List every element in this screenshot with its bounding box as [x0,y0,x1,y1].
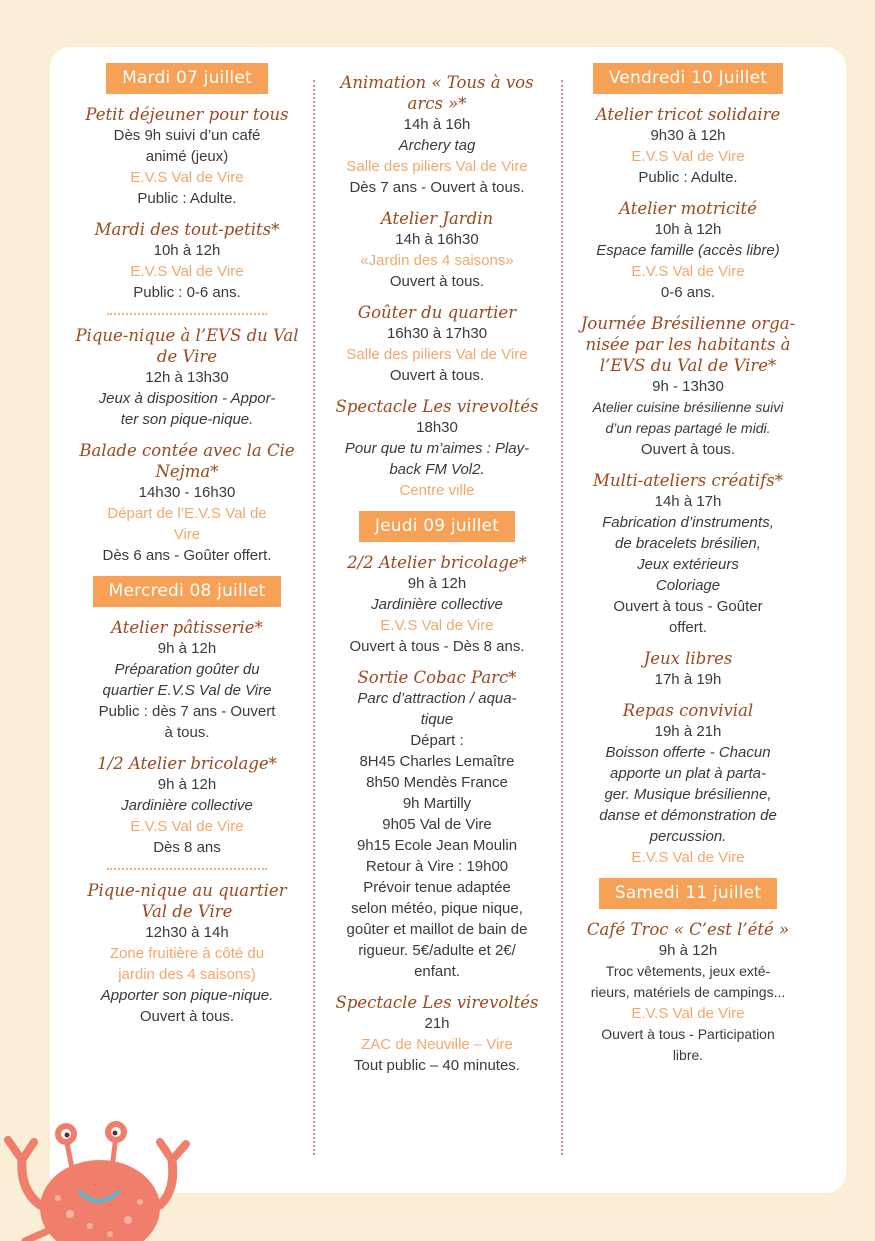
event-jeux-libres [574,648,802,690]
event-detail: Fabrication d’instruments, [602,514,774,531]
event-detail: de bracelets brésilien, [615,535,761,552]
event-detail: 8h50 Mendès France [366,774,508,791]
day-header: Jeudi 09 juillet [359,511,515,542]
event-detail: 9h15 Ecole Jean Moulin [356,837,518,854]
event-detail: Retour à Vire : 19h00 [365,858,509,875]
event-detail: apporte un plat à parta- [610,765,766,782]
event-detail: Jardinière collective [121,797,253,814]
event-detail: 12h30 à 14h [145,924,229,941]
column-2 [323,68,551,1086]
event-title: Goûter du quartier [357,303,517,322]
event-balade-contee-avec-la-cie-nejma [75,440,299,566]
event-2-2-atelier-bricolage [323,552,551,657]
event-title: Journée Brésilienne orga-nisée par les habitants à l’EVS du Val de Vire* [580,314,796,375]
event-detail: Salle des piliers Val de Vire [346,158,528,175]
event-detail: Ouvert à tous. [640,441,736,458]
day-header-wrap [574,63,802,100]
event-detail: 9h05 Val de Vire [382,816,492,833]
event-detail: E.V.S Val de Vire [130,818,244,835]
event-title: Atelier pâtisserie* [111,618,263,637]
event-mardi-des-tout-petits [75,219,299,303]
event-spectacle-les-virevoltes [323,992,551,1076]
day-header: Mercredi 08 juillet [93,576,282,607]
event-pique-nique-a-l-evs-du-val-de-vire [75,325,299,430]
event-detail: ZAC de Neuville – Vire [361,1036,513,1053]
event-detail: libre. [672,1047,704,1063]
dotted-divider [107,313,267,315]
event-detail: 9h30 à 12h [650,127,726,144]
event-detail: 16h30 à 17h30 [386,325,488,342]
event-repas-convivial [574,700,802,868]
event-detail: 14h à 17h [654,493,722,510]
event-title: Sortie Cobac Parc* [357,668,517,687]
event-detail: Dès 7 ans - Ouvert à tous. [349,179,525,196]
event-detail: Ouvert à tous. [389,367,485,384]
event-detail: Boisson offerte - Chacun [605,744,771,761]
event-animation-tous-a-vos-arcs [323,72,551,198]
event-detail: 12h à 13h30 [145,369,229,386]
event-detail: Préparation goûter du [114,661,260,678]
event-detail: «Jardin des 4 saisons» [360,252,514,269]
event-journee-bresilienne-orga-nisee-par-les-h [574,313,802,460]
event-detail: Départ : [410,732,464,749]
event-detail: E.V.S Val de Vire [631,148,745,165]
event-detail: percussion. [649,828,727,845]
event-detail: 21h [424,1015,450,1032]
day-header-wrap [574,878,802,915]
event-detail: 9h à 12h [407,575,467,592]
event-detail: Ouvert à tous. [139,1008,235,1025]
event-detail: selon météo, pique nique, [351,900,523,917]
event-detail: rieurs, matériels de campings... [590,984,786,1000]
event-detail: Apporter son pique-nique. [100,987,274,1004]
event-detail: Ouvert à tous - Dès 8 ans. [349,638,525,655]
event-detail: Centre ville [399,482,475,499]
event-detail: 9h - 13h30 [652,378,724,395]
event-detail: d’un repas partagé le midi. [605,420,771,436]
event-petit-dejeuner-pour-tous [75,104,299,209]
event-detail: 9h Martilly [402,795,472,812]
event-detail: 17h à 19h [654,671,722,688]
event-title: Balade contée avec la Cie Nejma* [79,441,295,481]
event-detail: 0-6 ans. [660,284,716,301]
event-detail: 9h à 12h [157,640,217,657]
event-detail: Public : Adulte. [137,190,237,207]
event-detail: Jardinière collective [371,596,503,613]
column-1 [75,63,299,1037]
event-title: Jeux libres [643,649,733,668]
column-divider [313,80,315,1155]
event-detail: 14h à 16h [403,116,471,133]
event-detail: 9h à 12h [157,776,217,793]
event-detail: jardin des 4 saisons) [118,966,256,983]
event-detail: 8H45 Charles Lemaître [359,753,515,770]
event-detail: Pour que tu m’aimes : Play- [344,440,530,457]
event-title: Mardi des tout-petits* [94,220,280,239]
event-detail: E.V.S Val de Vire [631,1005,745,1022]
event-detail: Ouvert à tous - Goûter [613,598,763,615]
event-title: Café Troc « C’est l’été » [586,920,790,939]
event-detail: back FM Vol2. [389,461,485,478]
day-header-wrap [75,63,299,100]
event-detail: offert. [668,619,708,636]
event-title: Repas convivial [622,701,754,720]
event-detail: quartier E.V.S Val de Vire [102,682,272,699]
event-detail: danse et démonstration de [599,807,777,824]
event-detail: Dès 6 ans - Goûter offert. [102,547,272,564]
event-detail: E.V.S Val de Vire [130,169,244,186]
event-detail: Jeux extérieurs [637,556,739,573]
event-sortie-cobac-parc [323,667,551,982]
event-gouter-du-quartier [323,302,551,386]
event-detail: 9h à 12h [658,942,718,959]
event-multi-ateliers-creatifs [574,470,802,638]
event-pique-nique-au-quartier-val-de-vire [75,880,299,1027]
event-detail: Atelier cuisine brésilienne suivi [592,399,784,415]
event-detail: Dès 8 ans [153,839,221,856]
event-detail: Coloriage [655,577,721,594]
event-title: Spectacle Les virevoltés [335,993,539,1012]
event-detail: 18h30 [416,419,458,436]
event-title: Atelier Jardin [380,209,494,228]
event-detail: Départ de l’E.V.S Val de [107,505,267,522]
event-title: Pique-nique à l’EVS du Val de Vire [75,326,299,366]
event-atelier-jardin [323,208,551,292]
event-title: 2/2 Atelier bricolage* [347,553,527,572]
dotted-divider [107,868,267,870]
crab-icon [0,1110,190,1241]
event-atelier-motricite [574,198,802,303]
event-detail: Ouvert à tous - Participation [601,1026,775,1042]
event-title: Atelier motricité [619,199,757,218]
event-detail: 19h à 21h [654,723,722,740]
event-title: Atelier tricot solidaire [595,105,781,124]
event-detail: Tout public – 40 minutes. [354,1057,520,1074]
event-detail: à tous. [164,724,210,741]
event-detail: Ouvert à tous. [389,273,485,290]
event-detail: Salle des piliers Val de Vire [346,346,528,363]
event-title: Animation « Tous à vos arcs »* [340,73,534,113]
event-detail: 14h30 - 16h30 [138,484,236,501]
event-detail: tique [420,711,454,728]
event-detail: E.V.S Val de Vire [631,263,745,280]
event-detail: Dès 9h suivi d’un café [113,127,261,144]
event-title: Multi-ateliers créatifs* [593,471,783,490]
event-detail: ter son pique-nique. [120,411,254,428]
column-divider [561,80,563,1155]
event-spectacle-les-virevoltes [323,396,551,501]
event-detail: Zone fruitière à côté du [109,945,265,962]
event-detail: Parc d’attraction / aqua- [357,690,517,707]
event-detail: E.V.S Val de Vire [130,263,244,280]
column-3 [574,63,802,1076]
event-detail: enfant. [414,963,460,980]
event-detail: Troc vêtements, jeux exté- [605,963,771,979]
event-title: Petit déjeuner pour tous [85,105,289,124]
event-title: Pique-nique au quartier Val de Vire [87,881,287,921]
day-header: Mardi 07 juillet [106,63,268,94]
event-detail: Public : 0-6 ans. [133,284,241,301]
day-header-wrap [323,511,551,548]
event-atelier-tricot-solidaire [574,104,802,188]
event-detail: Espace famille (accès libre) [596,242,780,259]
day-header-wrap [75,576,299,613]
event-detail: 10h à 12h [153,242,221,259]
event-detail: rigueur. 5€/adulte et 2€/ [358,942,516,959]
event-title: 1/2 Atelier bricolage* [97,754,277,773]
day-header: Samedi 11 juillet [599,878,777,909]
event-detail: goûter et maillot de bain de [346,921,528,938]
event-detail: Archery tag [398,137,476,154]
event-detail: Public : Adulte. [638,169,738,186]
event-detail: Vire [173,526,201,543]
event-title: Spectacle Les virevoltés [335,397,539,416]
event-1-2-atelier-bricolage [75,753,299,858]
event-atelier-patisserie [75,617,299,743]
event-detail: Prévoir tenue adaptée [363,879,511,896]
event-detail: 10h à 12h [654,221,722,238]
event-detail: E.V.S Val de Vire [631,849,745,866]
day-header: Vendredi 10 Juillet [593,63,783,94]
event-detail: 14h à 16h30 [395,231,479,248]
event-detail: ger. Musique brésilienne, [604,786,772,803]
event-detail: Jeux à disposition - Appor- [98,390,276,407]
event-detail: animé (jeux) [145,148,229,165]
event-cafe-troc-c-est-l-ete [574,919,802,1066]
event-detail: Public : dès 7 ans - Ouvert [98,703,276,720]
event-detail: E.V.S Val de Vire [380,617,494,634]
